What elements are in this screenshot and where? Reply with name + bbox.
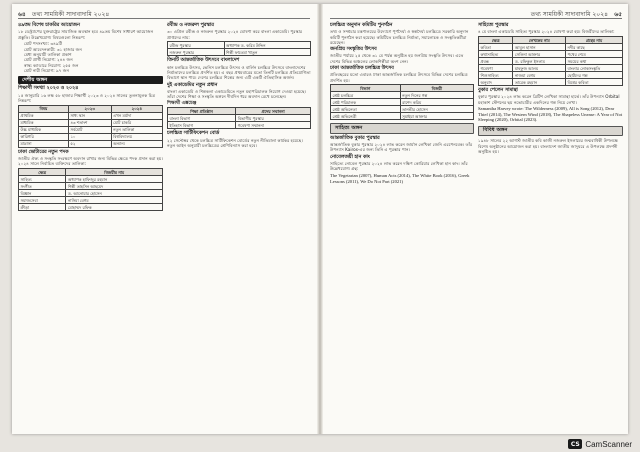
table-row [168,42,311,49]
table-cell: উচ্চ মাধ্যমিক [19,126,69,133]
table-row [19,126,163,133]
table-cell: মাধ্যমিক [19,119,69,126]
article-title: ৪৯তম বিশেষ চাকরির আয়োজন [18,23,80,28]
table-cell: শিল্পী তাহসিন আহমেদ [66,183,163,190]
table-row [479,58,623,65]
table-cell: সুমাইয়া আক্তার [400,113,473,120]
list-item: • মোট পদসংখ্যা: ৩৪৯টি [24,41,163,46]
box-title: সাহিত্যে পুরস্কার [478,23,509,28]
table-header: গ্রন্থের নাম [566,37,623,44]
right-column-1 [330,21,474,430]
table-cell: মাহফুজ আলম [513,65,566,72]
left-column-1 [18,21,163,430]
right-page [324,4,628,434]
camscanner-label: CamScanner [585,439,632,449]
table-row [19,133,163,140]
table-cell: বিশ্বের কবিতা [566,79,623,86]
data-table [18,168,163,211]
table-row [168,49,311,56]
table-row [19,204,163,211]
table-row [19,197,163,204]
article-text: ১৯৪৮ সালের ২২ আগস্ট জাতীয় কবি কাজী নজরুল ইসলামের জন্মবার্ষিকী উপলক্ষে বিশেষ অনুষ্ঠানের আয়োজন করা হয়। বাংলাদেশ জাতীয় জাদুঘরে এ উপলক্ষে প্রদর্শনী অনুষ্ঠিত হয়। [478,138,619,154]
table-cell: কবিতা [479,44,513,51]
list-item: • স্বাস্থ্য ক্যাডারে নিয়োগ: ২৫৫ জন [24,63,163,68]
article-text: প্রতিবছরের মতো এবারও ঢাকা আন্তর্জাতিক চলচ্চিত্র উৎসবে বিভিন্ন দেশের চলচ্চিত্র প্রদর্শিত হয়। [330,72,468,83]
table-cell: তানভীর হোসেন [400,106,473,113]
table-cell: শ্রেষ্ঠ চলচ্চিত্র [331,92,401,99]
table-row [331,92,474,99]
table-header: বিভাগ [331,85,401,92]
table-header: বিষয় [19,105,69,112]
list-item: • মেধা অনুযায়ী তালিকা প্রকাশ [24,52,163,57]
article-text: ১৫ জানুয়ারি ১৬ লক্ষ ৫৮ হাজার শিক্ষার্থী ২০২৩ ও ২০২৪ সালের তুলনামূলক চিত্র নিম্নরূপ: [18,92,156,104]
article-title: বুকার পেলেন সামান্থা [478,88,518,94]
data-table [167,41,311,56]
table-header: শিক্ষা প্রতিষ্ঠান [168,108,236,115]
table-row [479,79,623,86]
table-row [19,112,163,119]
table-row [331,113,474,120]
article-text: জাতীয় ঐক্য ও সংস্কৃতি সংরক্ষণে অবদান রাখার জন্য বিভিন্ন ক্ষেত্রে পদক প্রদান করা হয়। ২০২৪ সালে নির্বাচিত ব্যক্তিদের তালিকা: [18,156,163,167]
table-cell: বিশ্ববিদ্যালয় [111,133,162,140]
section-band: সাহিত্য অঙ্গন [330,123,474,133]
table-cell: অনুবাদ [479,79,513,86]
table-cell: নদীর কাছে [566,44,623,51]
box-text: ৪ মে বাংলা একাডেমি সাহিত্য পুরস্কার ২০২৪ ঘোষণা করা হয়। বিজয়ীদের তালিকা: [478,29,615,35]
table-cell: ছোটদের গল্প [566,72,623,79]
table-cell: শ্রেষ্ঠ অভিনেত্রী [331,113,401,120]
article-list [18,41,163,73]
article-text: ২২ সেপ্টেম্বর থেকে চলচ্চিত্র সার্টিফিকেশন বোর্ডের নতুন নীতিমালা কার্যকর হয়েছে। নতুন আইন অনুযায়ী চলচ্চিত্রের শ্রেণিবিন্যাস করা হবে। [167,137,303,148]
table-header: ২০২৪ [111,105,162,112]
article-title: নোবেলজয়ী হান কাং [330,154,370,160]
table-cell: ড. আনোয়ার হোসেন [66,190,163,197]
data-table [478,36,623,86]
table-cell: অধ্যাপক হাফিজুর রহমান [66,176,163,183]
table-cell: সংগীত [19,183,66,190]
article-title: আন্তর্জাতিক বুকার পুরস্কার [330,135,380,141]
table-cell: নাজমা বেগম [513,72,566,79]
article-title: দুই একাডেমির নতুন প্রধান [167,82,218,88]
article-text: জাতীয় পর্যায়ে ২৫ থেকে ৩১ মে পর্যন্ত অনুষ্ঠিত হয় জনপ্রিয় সংস্কৃতি উৎসব। এতে দেশের বিভিন্ন অঞ্চলের লোকশিল্পীরা অংশ নেন। [330,53,464,64]
table-cell: রবীন্দ্র পুরস্কার [168,42,225,49]
table-row [19,190,163,197]
table-cell: নতুন তালিকা [111,126,162,133]
table-row [168,122,311,129]
table-row [19,183,163,190]
table-cell: সর্বমোট [68,126,111,133]
article-title: ঢাকা ভোটারের নতুন পদক [18,149,69,155]
table-cell: তারেক রহমান [513,79,566,86]
book-spread [12,4,628,434]
table-cell: ইতিহাস বিভাগ [168,122,236,129]
article-text: সাহিত্যে নোবেল পুরস্কার ২০২৪ লাভ করেন দক্ষিণ কোরিয়ার লেখিকা হান কাং। তাঁর উল্লেখযোগ্য গ্রন্থ: [330,160,468,172]
camscanner-watermark [568,439,632,449]
table-row [479,51,623,58]
table-cell: এখন মর্যাদা [111,112,162,119]
table-cell: বাংলা বিভাগ [168,115,236,122]
table-cell: বাংলার লোকসংস্কৃতি [566,65,623,72]
table-cell: ক্রীড়া [19,204,66,211]
camscanner-logo-icon: CS [568,439,582,449]
table-row [479,65,623,72]
table-cell: শিল্পী ফাতেমা খাতুন [224,49,311,56]
section-band: দেশীয় অঙ্গন [18,76,163,84]
article-text: তথ্য ও সম্প্রচার মন্ত্রণালয়ের উদ্যোগে পূর্ণদৈর্ঘ্য ও স্বল্পদৈর্ঘ্য চলচ্চিত্রে সরকারি অনুদান কমিটি পুনর্গঠন করা হয়েছে। কমিটিতে চলচ্চিত্র নির্মাতা, সমালোচক ও সংস্কৃতিকর্মীরা রয়েছেন। [330,29,469,45]
article-title: তিনটি আন্তর্জাতিক উৎসবে বাংলাদেশ [167,58,240,64]
table-cell: গবেষণা [479,65,513,72]
right-running-title: তথ্য সাময়িকী সাদাবাদামি ২০২৪ [530,11,608,18]
section-band: বিবিধ অঙ্গন [478,126,623,136]
table-header: প্রদেয় সম্মাননা [236,108,311,115]
table-cell: শ্রেষ্ঠ পরিচালক [331,99,401,106]
left-column-2 [167,21,311,430]
data-table [167,107,311,129]
table-cell: মোট চাকরি [111,119,162,126]
book-gutter [317,4,323,434]
left-page-number: ৬৪ [18,11,26,18]
table-cell: ৫২ [68,140,111,147]
box-text: ৩০ এপ্রিল রবীন্দ্র ও নজরুল পুরস্কার ২০২৪ ঘোষণা করে বাংলা একাডেমি। পুরস্কার প্রাপ্তদের নাম: [167,29,303,40]
data-table [330,84,474,120]
article-title: ঢাকা আন্তর্জাতিক চলচ্চিত্র উৎসব [330,66,394,72]
table-cell: গবেষণা সম্মাননা [236,122,311,129]
table-header: বিজয়ী [400,85,473,92]
table-cell: প্রাথমিক [19,112,69,119]
box-title: রবীন্দ্র ও নজরুল পুরস্কার [167,23,214,28]
table-header: বিজয়ীর নাম [66,169,163,176]
table-cell: নতুন দিনের গল্প [400,92,473,99]
table-header: ক্ষেত্র [19,169,66,176]
english-quote: Samantha Harvey wrote: The Wilderness (2009), All is Song (2012), Dear Thief (2014), The Western Wind (2018), The Shapeless Unease: A Year of Not Sleeping (2020), Orbital (2023). [478,106,623,123]
table-cell: সাধ্য স্থান [68,112,111,119]
table-cell: কারিগরি [19,133,69,140]
right-column-2 [478,21,623,430]
table-row [479,72,623,79]
table-cell: ড. রফিকুল ইসলাম [513,58,566,65]
article-text: বাংলা একাডেমি ও শিল্পকলা একাডেমিতে নতুন মহাপরিচালক নিয়োগ দেওয়া হয়েছে। তাঁরা দেশের শিক্ষা ও সংস্কৃতি অঙ্গনে দীর্ঘদিন ধরে অবদান রেখে চলেছেন। [167,88,307,100]
article-text: আন্তর্জাতিক বুকার পুরস্কার ২০২৪ লাভ করেন জার্মান লেখিকা জেনি এরপেনবেক। তাঁর উপন্যাস Kairos-এর জন্য তিনি এ পুরস্কার পান। [330,142,473,153]
left-running-header [18,9,310,19]
table-cell: মাদ্রাসা [19,140,69,147]
table-cell: কথাসাহিত্য [479,51,513,58]
article-title: শিক্ষার্থী সংখ্যা ২০২৩ ও ২০২৪ [18,86,79,92]
table-header: ২০২৩ [68,105,111,112]
article-title: জনপ্রিয় সংস্কৃতির উৎসব [330,47,377,53]
table-cell: সেলিনা আক্তার [513,51,566,58]
list-item: • মোট প্রার্থী নিয়োগ: ২৪৪ জন [24,57,163,62]
table-row [19,176,163,183]
table-cell: মোহাম্মদ রফিক [66,204,163,211]
table-cell: ৪৩ শতাংশ [68,119,111,126]
table-row [479,44,623,51]
table-header: লেখকের নাম [513,37,566,44]
table-row [331,99,474,106]
table-header: ক্ষেত্র [479,37,513,44]
table-cell: ১০ [68,133,111,140]
list-item: • মোট নারী নিয়োগ: ৯৭ জন [24,68,163,73]
data-table [18,105,163,148]
table-row [331,106,474,113]
table-row [19,140,163,147]
table-title: শিক্ষার্থী এক্সচেঞ্জ [167,100,197,106]
table-cell: রাশেদ করিম [400,99,473,106]
article-title: চলচ্চিত্র সার্টিফিকেশন বোর্ড [167,131,220,137]
table-cell: অধ্যাপক ড. করিম উদ্দিন [224,42,311,49]
article-text: বুকার পুরস্কার ২০২৪ লাভ করেন ব্রিটিশ লেখিকা সামান্থা হার্ভে। তাঁর উপন্যাস Orbital মহাকাশ স্টেশনের ছয় নভোচারীর একদিনের গল্প নিয়ে লেখা। [478,94,620,105]
table-row [168,115,311,122]
table-cell: নাসিমা বেগম [66,197,163,204]
list-item: • মোট আবেদনকারী: ৩১ হাজার জন [24,47,163,52]
table-cell: সময়ের কথা [566,58,623,65]
table-cell: সমাজসেবা [19,197,66,204]
table-cell: অন্যান্য [111,140,162,147]
right-page-number: ৬৫ [614,11,622,18]
table-cell: সাহিত্য [19,176,66,183]
right-running-header [330,9,622,19]
table-cell: বিভাগীয় পুরস্কার [236,115,311,122]
article-text: কান চলচ্চিত্র উৎসব, ভেনিস চলচ্চিত্র উৎসব ও বার্লিন চলচ্চিত্র উৎসবে বাংলাদেশের নির্মাতাদের চলচ্চিত্র প্রদর্শিত হয়। এ বছর প্রথমবারের মতো তিনটি চলচ্চিত্র প্রতিযোগিতা বিভাগে স্থান পায়। দেশের চলচ্চিত্র শিল্পের জন্য এটি একটি ঐতিহাসিক অর্জন। [167,64,311,81]
book-list: The Vegetarian (2007), Human Acts (2014), The White Book (2016), Greek Lessons (2011), We Do Not Part (2021) [330,173,470,184]
table-cell: নজরুল পুরস্কার [168,49,225,56]
table-cell: শিশুসাহিত্য [479,72,513,79]
table-cell: পথের শেষে [566,51,623,58]
table-cell: প্রবন্ধ [479,58,513,65]
table-cell: আবুল হাসান [513,44,566,51]
table-row [19,119,163,126]
article-text: ১৮ ডেস্ট্র্যাপের যুক্তরাষ্ট্রের সামাজিক অবস্থান হবে ৪৯তম বিশেষ সাধারণ আয়োজন প্রস্তুতি। উল্লেখযোগ্য বিষয়গুলো নিম্নরূপ: [18,29,154,40]
table-cell: শ্রেষ্ঠ অভিনেতা [331,106,401,113]
article-title: চলচ্চিত্র অনুদান কমিটির পুনর্গঠন [330,23,393,28]
table-cell: বিজ্ঞান [19,190,66,197]
left-page [12,4,316,434]
left-running-title: তথ্য সাময়িকী সাদাবাদামি ২০২৪ [32,11,110,18]
